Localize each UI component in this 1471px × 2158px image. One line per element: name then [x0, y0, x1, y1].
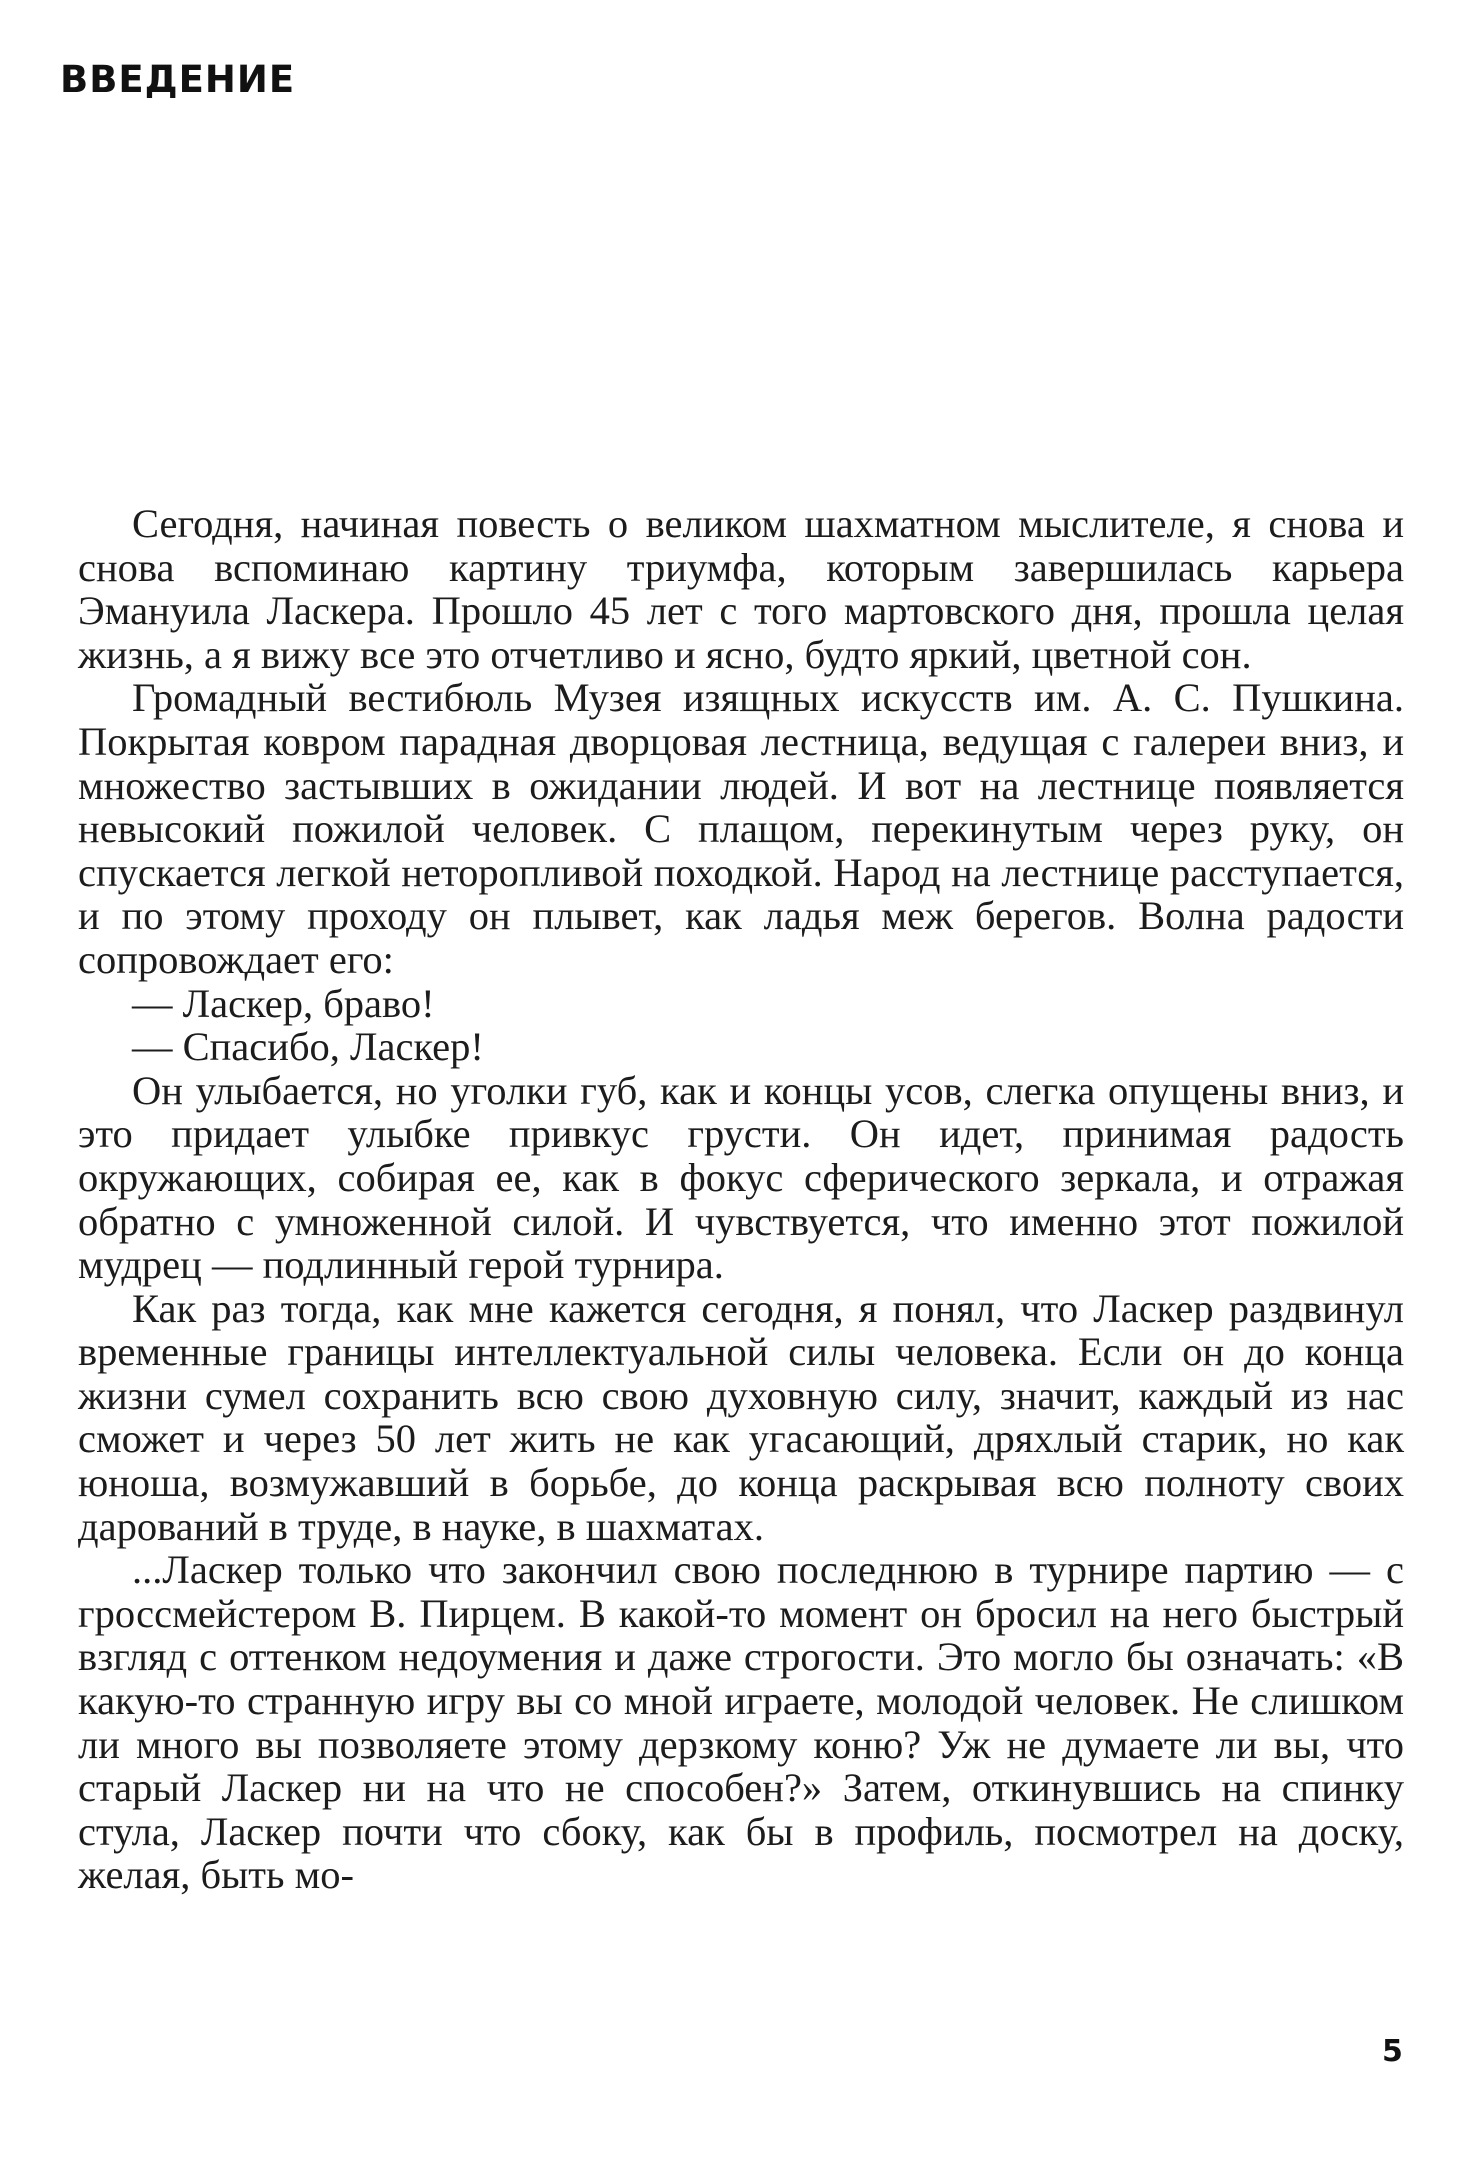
- paragraph: Как раз тогда, как мне кажется сегодня, я понял, что Ласкер раздвинул временные границы интеллектуальной силы человека. Если он до конца жизни сумел сохранить всю свою духовную силу, значит, каждый из нас сможет и через 50 лет жить не как угасающий, дряхлый старик, но как юноша, возмужавший в борьбе, до конца раскрывая всю полноту своих дарований в труде, в науке, в шахматах.: [78, 1285, 1404, 1549]
- paragraph: Громадный вестибюль Музея изящных искусств им. А. С. Пушкина. Покрытая ковром парадная дворцовая лестница, ведущая с галереи вниз, и множество застывших в ожидании людей. И вот на лестнице появляется невысокий пожилой человек. С плащом, перекинутым через руку, он спускается легкой неторопливой походкой. Народ на лестнице расступается, и по этому проходу он плывет, как ладья меж берегов. Волна радости сопровождает его:: [78, 675, 1404, 982]
- page-number: 5: [1382, 2034, 1403, 2069]
- dialogue-line: — Спасибо, Ласкер!: [132, 1024, 484, 1070]
- dialogue-line: — Ласкер, браво!: [132, 980, 435, 1026]
- paragraph: Сегодня, начиная повесть о великом шахматном мыслителе, я снова и снова вспоминаю картину триумфа, которым завершилась карьера Эмануила Ласкера. Прошло 45 лет с того мартовского дня, прошла целая жизнь, а я вижу все это отчетливо и ясно, будто яркий, цветной сон.: [78, 501, 1404, 677]
- chapter-heading: ВВЕДЕНИЕ: [60, 58, 296, 101]
- paragraph: ...Ласкер только что закончил свою последнюю в турнире партию — с гроссмейстером В. Пирцем. В какой-то момент он бросил на него быстрый взгляд с оттенком недоумения и даже строгости. Это могло бы означать: «В какую-то странную игру вы со мной играете, молодой человек. Не слишком ли много вы позволяете этому дерзкому коню? Уж не думаете ли вы, что старый Ласкер ни на что не способен?» Затем, откинувшись на спинку стула, Ласкер почти что сбоку, как бы в профиль, посмотрел на доску, желая, быть мо-: [78, 1547, 1404, 1898]
- paragraph: Он улыбается, но уголки губ, как и концы усов, слегка опущены вниз, и это придает улыбке привкус грусти. Он идет, принимая радость окружающих, собирая ее, как в фокус сферического зеркала, и отражая обратно с умноженной силой. И чувствуется, что именно этот пожилой мудрец — подлинный герой турнира.: [78, 1067, 1404, 1288]
- body-text: [78, 502, 1404, 1897]
